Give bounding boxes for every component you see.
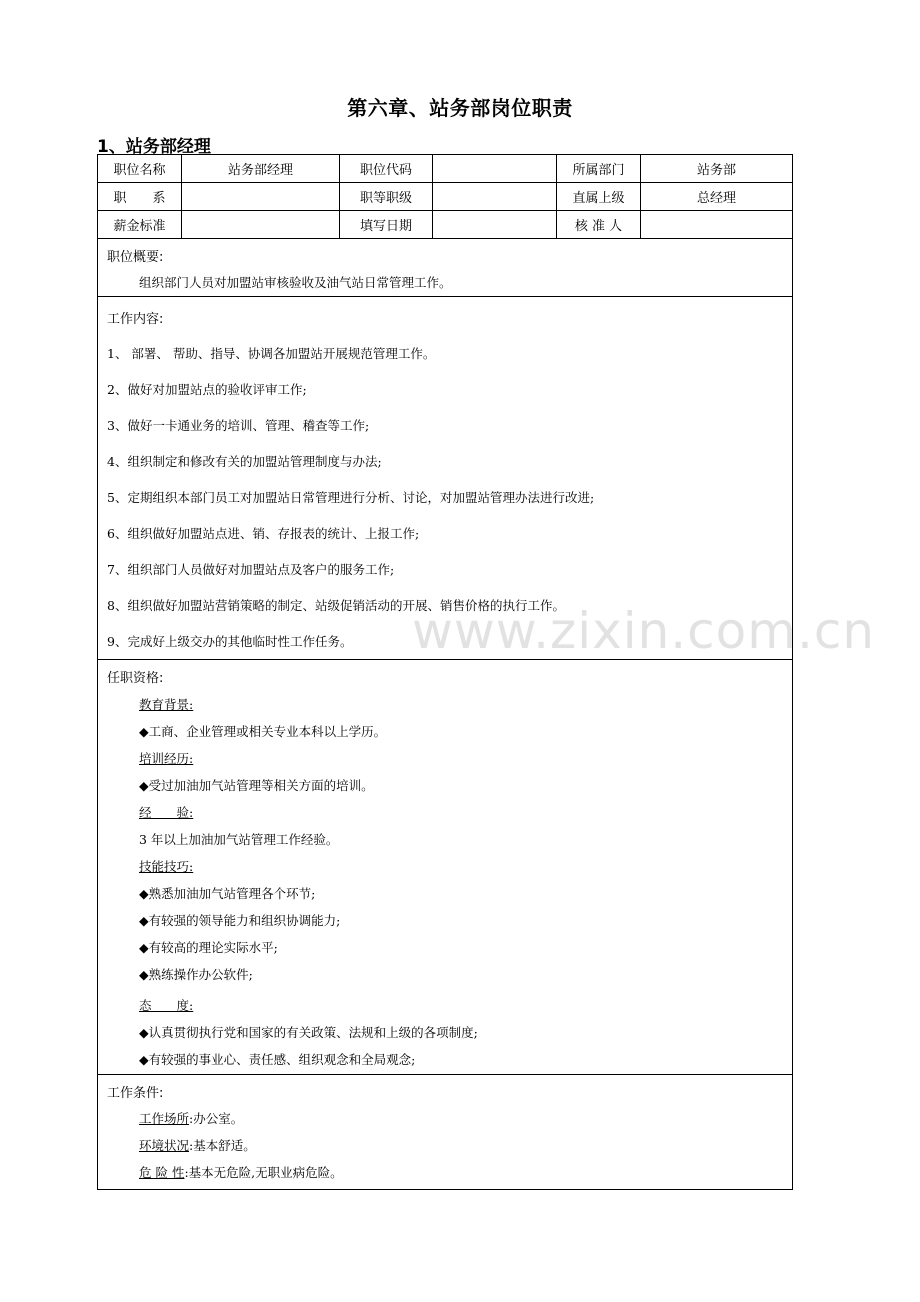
condition-place xyxy=(139,1109,243,1127)
education-text: ◆工商、企业管理或相关专业本科以上学历。 xyxy=(139,724,387,739)
label-position-name: 职位名称 xyxy=(98,155,182,183)
skill-item: ◆熟练操作办公软件; xyxy=(139,967,253,982)
work-item: 3、做好一卡通业务的培训、管理、稽查等工作; xyxy=(107,418,370,433)
position-info-table xyxy=(97,154,793,239)
experience-text: 3 年以上加油加气站管理工作经验。 xyxy=(139,832,339,847)
skill-item: ◆熟悉加油加气站管理各个环节; xyxy=(139,886,316,901)
work-content-block xyxy=(97,297,793,660)
value-approver xyxy=(641,211,792,238)
work-item: 9、完成好上级交办的其他临时性工作任务。 xyxy=(107,634,353,649)
work-item: 8、组织做好加盟站营销策略的制定、站级促销活动的开展、销售价格的执行工作。 xyxy=(107,598,565,613)
work-item: 2、做好对加盟站点的验收评审工作; xyxy=(107,382,307,397)
attitude-item: ◆认真贯彻执行党和国家的有关政策、法规和上级的各项制度; xyxy=(139,1025,478,1040)
place-label: 工作场所 xyxy=(139,1111,190,1126)
attitude-item: ◆有较强的事业心、责任感、组织观念和全局观念; xyxy=(139,1052,416,1067)
label-salary-standard: 薪金标准 xyxy=(98,211,182,238)
value-department: 站务部 xyxy=(641,155,792,183)
label-department: 所属部门 xyxy=(557,155,641,183)
risk-label: 危 险 性 xyxy=(139,1165,185,1180)
risk-value: :基本无危险,无职业病危险。 xyxy=(184,1165,343,1180)
value-job-family xyxy=(182,183,340,211)
training-label: 培训经历: xyxy=(139,751,194,766)
experience-label: 经 验: xyxy=(139,805,194,820)
conditions-block xyxy=(97,1075,793,1190)
education-label: 教育背景: xyxy=(139,697,194,712)
label-position-code: 职位代码 xyxy=(340,155,433,183)
attitude-label: 态 度: xyxy=(139,998,194,1013)
value-grade-level xyxy=(433,183,557,211)
conditions-heading: 工作条件: xyxy=(107,1086,164,1101)
work-item: 7、组织部门人员做好对加盟站点及客户的服务工作; xyxy=(107,562,395,577)
overview-text: 组织部门人员对加盟站审核验收及油气站日常管理工作。 xyxy=(139,275,452,290)
section-heading: 1、站务部经理 xyxy=(97,137,211,157)
work-item: 4、组织制定和修改有关的加盟站管理制度与办法; xyxy=(107,454,382,469)
qualification-block xyxy=(97,660,793,1075)
condition-environment xyxy=(139,1136,256,1154)
work-item: 5、定期组织本部门员工对加盟站日常管理进行分析、讨论，对加盟站管理办法进行改进; xyxy=(107,490,595,505)
label-approver: 核 准 人 xyxy=(557,211,641,238)
condition-risk xyxy=(139,1163,343,1181)
work-item: 1、 部署、 帮助、指导、协调各加盟站开展规范管理工作。 xyxy=(107,346,436,361)
place-value: :办公室。 xyxy=(189,1111,244,1126)
label-grade-level: 职等职级 xyxy=(340,183,433,211)
label-direct-superior: 直属上级 xyxy=(557,183,641,211)
work-item: 6、组织做好加盟站点进、销、存报表的统计、上报工作; xyxy=(107,526,420,541)
work-heading: 工作内容: xyxy=(107,312,164,327)
skill-item: ◆有较高的理论实际水平; xyxy=(139,940,278,955)
label-job-family: 职 系 xyxy=(98,183,182,211)
value-salary-standard xyxy=(182,211,340,238)
environment-label: 环境状况 xyxy=(139,1138,190,1153)
page-title: 第六章、站务部岗位职责 xyxy=(347,96,573,120)
training-text: ◆受过加油加气站管理等相关方面的培训。 xyxy=(139,778,374,793)
watermark: www.zixin.com.cn xyxy=(412,602,876,660)
environment-value: :基本舒适。 xyxy=(189,1138,256,1153)
overview-block xyxy=(97,239,793,297)
value-position-code xyxy=(433,155,557,183)
skill-item: ◆有较强的领导能力和组织协调能力; xyxy=(139,913,341,928)
value-position-name: 站务部经理 xyxy=(182,155,340,183)
overview-heading: 职位概要: xyxy=(107,250,164,265)
label-fill-date: 填写日期 xyxy=(340,211,433,238)
qualification-heading: 任职资格: xyxy=(107,671,164,686)
value-fill-date xyxy=(433,211,557,238)
value-direct-superior: 总经理 xyxy=(641,183,792,211)
skills-label: 技能技巧: xyxy=(139,859,194,874)
